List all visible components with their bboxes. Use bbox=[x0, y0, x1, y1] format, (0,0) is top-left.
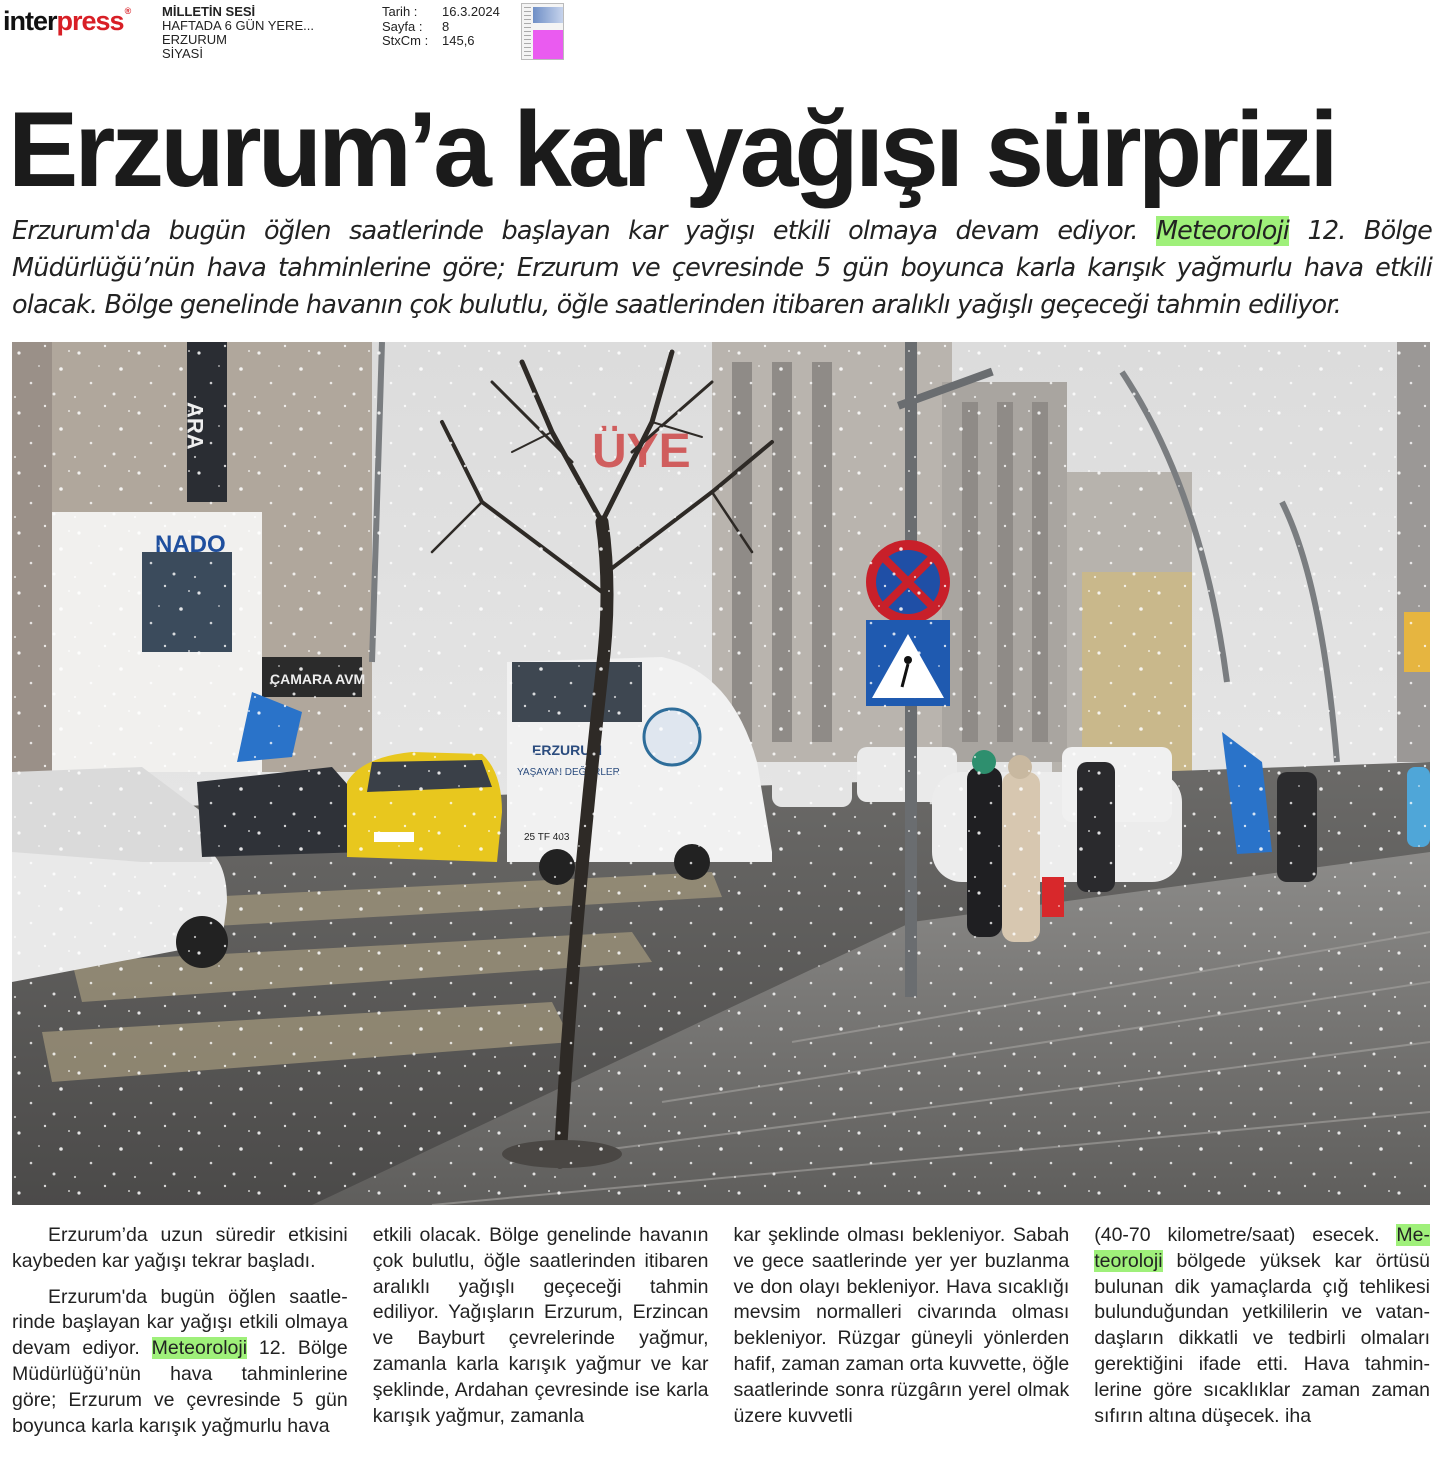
article-headline: Erzurum’a kar yağışı sürprizi bbox=[8, 89, 1335, 209]
interpress-logo bbox=[3, 6, 130, 37]
body-column-2-text: etkili olacak. Bölge genelinde havanın çok bulutlu, öğle saatlerinden itibaren aralıklı yağışlı geçeceği tahmin ediliyor. Yağışların Erzurum, Erzincan ve Bayburt çevrelerinde yağmur, zamanla karla karışık yağmur ve kar şeklinde, Ardahan çevresinde ise karla karışık yağmur, zamanla bbox=[372, 1224, 709, 1427]
snowy-street-photo bbox=[12, 342, 1430, 1205]
body-col4-start: (40-70 kilometre/saat) esecek. bbox=[1094, 1224, 1397, 1246]
logo-registered-mark: ® bbox=[124, 6, 131, 16]
stxcm-value: 145,6 bbox=[442, 33, 475, 48]
thumbnail-masthead bbox=[533, 7, 563, 23]
body-paragraph-1: Erzurum’da uzun süredir etkisini kaybeden kar yağışı tekrar başladı. bbox=[12, 1224, 348, 1272]
page-value: 8 bbox=[442, 18, 450, 34]
body-p2-start: Erzurum'da bugün öğlen saatlerinde başlayan kar yağışı etkili olmaya devam ediyor. bbox=[12, 1285, 348, 1360]
lead-text-start: Erzurum'da bugün öğlen saatlerinde başlayan kar yağışı etkili olmaya devam ediyor. bbox=[12, 216, 1156, 246]
body-column-3-text: kar şeklinde olması bekleniyor. Sabah ve gece saatlerinde yer yer buzlanma ve don olayı bekleniyor. Hava sıcaklığı mevsim normalleri civarında olması bekleniyor. Rüzgar güneyli yönlerden hafif, zaman zaman orta kuvvette, öğle saatlerinde sonra rüzgârın yerel olmak üzere kuvvetli bbox=[733, 1224, 1070, 1427]
publication-city: ERZURUM bbox=[162, 32, 227, 47]
date-label: Tarih : bbox=[382, 4, 418, 19]
thumbnail-article-highlight bbox=[533, 30, 563, 59]
body-col4-end: bölgede yüksek kar örtüsü bulunan dik yamaçlarda çığ tehlikesi bulunduğundan yetkililerin ve vatandaşların dikkatli ve tedbirli olmaları gerektiğini ifade etti. Hava tahminlerine göre sıcaklıklar zaman zaman sıfırın altına düşecek. iha bbox=[1094, 1249, 1430, 1427]
snowfall bbox=[12, 342, 1430, 1205]
body-paragraph-2 bbox=[12, 1285, 348, 1440]
body-column-2 bbox=[373, 1223, 709, 1443]
logo-accent-text: press bbox=[56, 6, 124, 36]
publication-info bbox=[162, 5, 314, 61]
lead-highlight: Meteoroloji bbox=[1155, 216, 1290, 246]
article-photo bbox=[12, 342, 1430, 1205]
body-column-1 bbox=[12, 1223, 348, 1443]
stxcm-label: StxCm : bbox=[382, 33, 429, 48]
body-column-4-text bbox=[1094, 1223, 1430, 1429]
body-p2-end: 12. Bölge Müdürlüğü’nün hava tahminlerine göre; Erzurum ve çevresinde 5 gün boyunca karla karışık yağmurlu hava bbox=[12, 1337, 348, 1437]
page-thumbnail[interactable] bbox=[521, 3, 564, 60]
body-column-4 bbox=[1094, 1223, 1430, 1443]
clipping-meta bbox=[382, 5, 500, 49]
body-column-3 bbox=[734, 1223, 1070, 1443]
lead-text-end: 12. Bölge Müdürlüğü’nün hava tahminlerine göre; Erzurum ve çevresinde 5 gün boyunca karla karışık yağmurlu hava etkili olacak. Bölge genelinde havanın çok bulutlu, öğle saatlerinden itibaren aralıklı yağışlı geçeceği tahmin ediliyor. bbox=[12, 216, 1432, 320]
publication-category: SİYASİ bbox=[162, 46, 203, 61]
article-lead bbox=[12, 213, 1432, 324]
page-label: Sayfa : bbox=[382, 18, 423, 34]
article-body bbox=[12, 1223, 1430, 1443]
logo-main-text: inter bbox=[3, 6, 57, 36]
publication-frequency: HAFTADA 6 GÜN YERE... bbox=[162, 18, 314, 33]
body-col4-highlight: Meteoroloji bbox=[1094, 1224, 1430, 1272]
body-p2-highlight: Meteoroloji bbox=[151, 1337, 248, 1360]
thumbnail-text-column bbox=[524, 7, 531, 58]
publication-name: MİLLETİN SESİ bbox=[162, 4, 256, 19]
date-value: 16.3.2024 bbox=[442, 4, 500, 19]
